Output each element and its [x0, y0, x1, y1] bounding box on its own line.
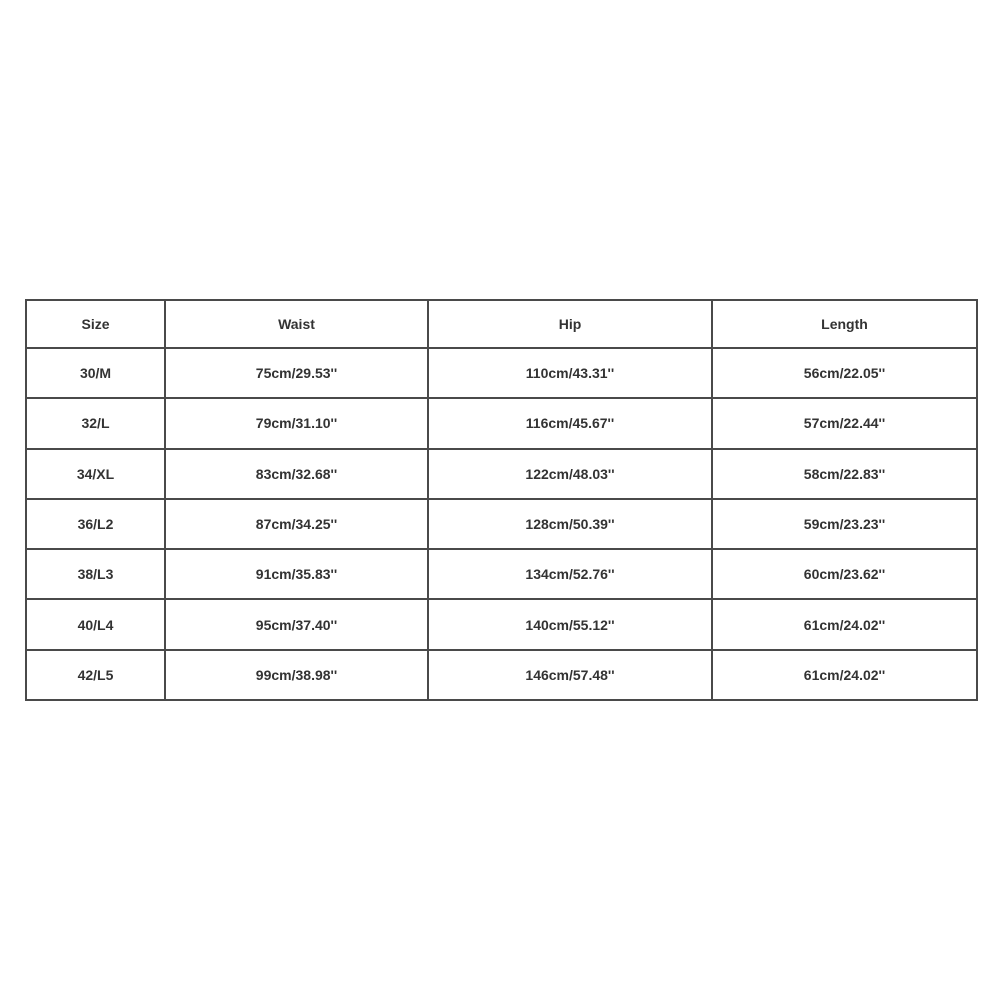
cell-waist: 79cm/31.10'': [165, 398, 428, 448]
cell-waist: 83cm/32.68'': [165, 449, 428, 499]
cell-length: 60cm/23.62'': [712, 549, 977, 599]
cell-length: 61cm/24.02'': [712, 650, 977, 700]
table-row: [26, 499, 977, 549]
table-row: [26, 398, 977, 448]
cell-length: 59cm/23.23'': [712, 499, 977, 549]
cell-waist: 95cm/37.40'': [165, 599, 428, 649]
table-row: [26, 348, 977, 398]
header-length: Length: [712, 300, 977, 348]
cell-waist: 87cm/34.25'': [165, 499, 428, 549]
cell-size: 40/L4: [26, 599, 165, 649]
header-row: [26, 300, 977, 348]
cell-size: 38/L3: [26, 549, 165, 599]
header-waist: Waist: [165, 300, 428, 348]
cell-size: 42/L5: [26, 650, 165, 700]
table-body: [26, 348, 977, 700]
cell-hip: 134cm/52.76'': [428, 549, 712, 599]
cell-waist: 91cm/35.83'': [165, 549, 428, 599]
cell-hip: 140cm/55.12'': [428, 599, 712, 649]
cell-hip: 128cm/50.39'': [428, 499, 712, 549]
table-row: [26, 549, 977, 599]
table-row: [26, 599, 977, 649]
cell-length: 58cm/22.83'': [712, 449, 977, 499]
table-row: [26, 449, 977, 499]
table-header: [26, 300, 977, 348]
cell-length: 57cm/22.44'': [712, 398, 977, 448]
cell-hip: 146cm/57.48'': [428, 650, 712, 700]
cell-hip: 116cm/45.67'': [428, 398, 712, 448]
table-row: [26, 650, 977, 700]
size-chart-table: [25, 299, 978, 701]
cell-hip: 110cm/43.31'': [428, 348, 712, 398]
cell-size: 32/L: [26, 398, 165, 448]
cell-size: 30/M: [26, 348, 165, 398]
cell-length: 56cm/22.05'': [712, 348, 977, 398]
cell-waist: 75cm/29.53'': [165, 348, 428, 398]
header-hip: Hip: [428, 300, 712, 348]
cell-size: 34/XL: [26, 449, 165, 499]
cell-length: 61cm/24.02'': [712, 599, 977, 649]
header-size: Size: [26, 300, 165, 348]
cell-waist: 99cm/38.98'': [165, 650, 428, 700]
cell-size: 36/L2: [26, 499, 165, 549]
cell-hip: 122cm/48.03'': [428, 449, 712, 499]
